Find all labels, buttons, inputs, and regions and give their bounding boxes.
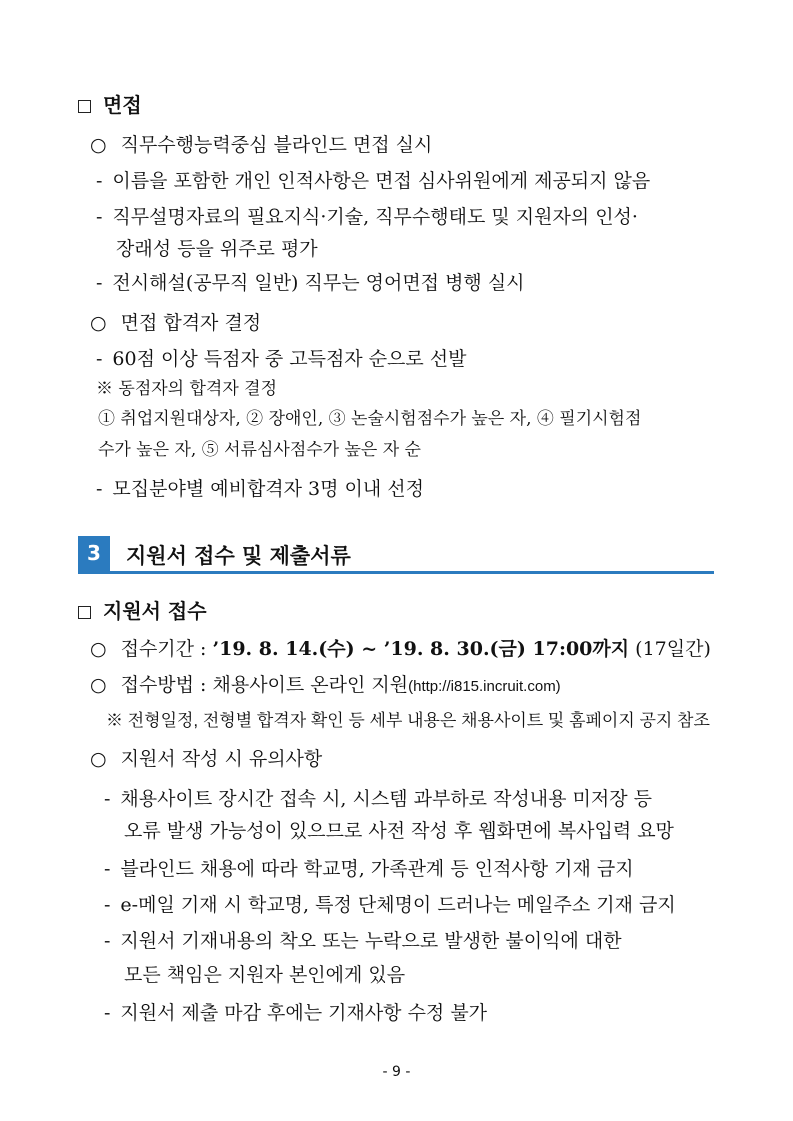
application-url-link[interactable]: (http://i815.incruit.com) xyxy=(408,678,561,695)
period-days: (17일간) xyxy=(635,638,711,660)
caution-item-4: - 지원서 기재내용의 착오 또는 누락으로 발생한 불이익에 대한 xyxy=(104,930,622,952)
tie-note-line-2: 수가 높은 자, ⑤ 서류심사점수가 높은 자 순 xyxy=(98,440,421,460)
application-period: ○ 접수기간 : ’19. 8. 14.(수) ~ ’19. 8. 30.(금) 17:00까지 (17일간) xyxy=(90,638,711,660)
interview-item-2-sub-2: - 모집분야별 예비합격자 3명 이내 선정 xyxy=(96,478,424,500)
caution-item-4-cont: 모든 책임은 지원자 본인에게 있음 xyxy=(124,964,406,986)
caution-item-3: - e-메일 기재 시 학교명, 특정 단체명이 드러나는 메일주소 기재 금지 xyxy=(104,894,676,916)
caution-item-1-cont: 오류 발생 가능성이 있으므로 사전 작성 후 웹화면에 복사입력 요망 xyxy=(124,820,674,842)
section-number: 3 xyxy=(78,536,110,571)
interview-item-1: ○ 직무수행능력중심 블라인드 면접 실시 xyxy=(90,134,433,156)
caution-title: ○ 지원서 작성 시 유의사항 xyxy=(90,748,323,770)
interview-sub-1: - 이름을 포함한 개인 인적사항은 면접 심사위원에게 제공되지 않음 xyxy=(96,170,651,192)
section-3-header xyxy=(78,536,714,574)
circle-bullet-icon: ○ xyxy=(90,748,107,770)
period-value: ’19. 8. 14.(수) ~ ’19. 8. 30.(금) 17:00까지 xyxy=(212,638,630,660)
caution-item-5: - 지원서 제출 마감 후에는 기재사항 수정 불가 xyxy=(104,1002,488,1024)
application-method-note: ※ 전형일정, 전형별 합격자 확인 등 세부 내용은 채용사이트 및 홈페이지 공지 참조 xyxy=(106,711,710,730)
page-number: - 9 - xyxy=(382,1064,411,1080)
interview-sub-3: - 전시해설(공무직 일반) 직무는 영어면접 병행 실시 xyxy=(96,272,525,294)
caution-item-2: - 블라인드 채용에 따라 학교명, 가족관계 등 인적사항 기재 금지 xyxy=(104,858,634,880)
checkbox-square-icon xyxy=(78,606,91,619)
interview-item-2: ○ 면접 합격자 결정 xyxy=(90,312,262,334)
interview-heading: 면접 xyxy=(78,92,142,118)
application-heading: 지원서 접수 xyxy=(78,598,207,624)
checkbox-square-icon xyxy=(78,100,91,113)
interview-sub-2-cont: 장래성 등을 위주로 평가 xyxy=(116,238,318,260)
tie-note-title: ※ 동점자의 합격자 결정 xyxy=(96,379,278,399)
section-title: 지원서 접수 및 제출서류 xyxy=(126,544,351,568)
tie-note-line-1: ① 취업지원대상자, ② 장애인, ③ 논술시험점수가 높은 자, ④ 필기시험점 xyxy=(98,409,642,429)
circle-bullet-icon: ○ xyxy=(90,312,107,334)
application-method: ○ 접수방법 : 채용사이트 온라인 지원(http://i815.incruit.com) xyxy=(90,674,561,696)
circle-bullet-icon: ○ xyxy=(90,638,107,660)
interview-sub-2: - 직무설명자료의 필요지식·기술, 직무수행태도 및 지원자의 인성· xyxy=(96,206,638,228)
circle-bullet-icon: ○ xyxy=(90,674,107,696)
circle-bullet-icon: ○ xyxy=(90,134,107,156)
caution-item-1: - 채용사이트 장시간 접속 시, 시스템 과부하로 작성내용 미저장 등 xyxy=(104,788,652,810)
interview-item-2-sub-1: - 60점 이상 득점자 중 고득점자 순으로 선발 xyxy=(96,348,467,370)
